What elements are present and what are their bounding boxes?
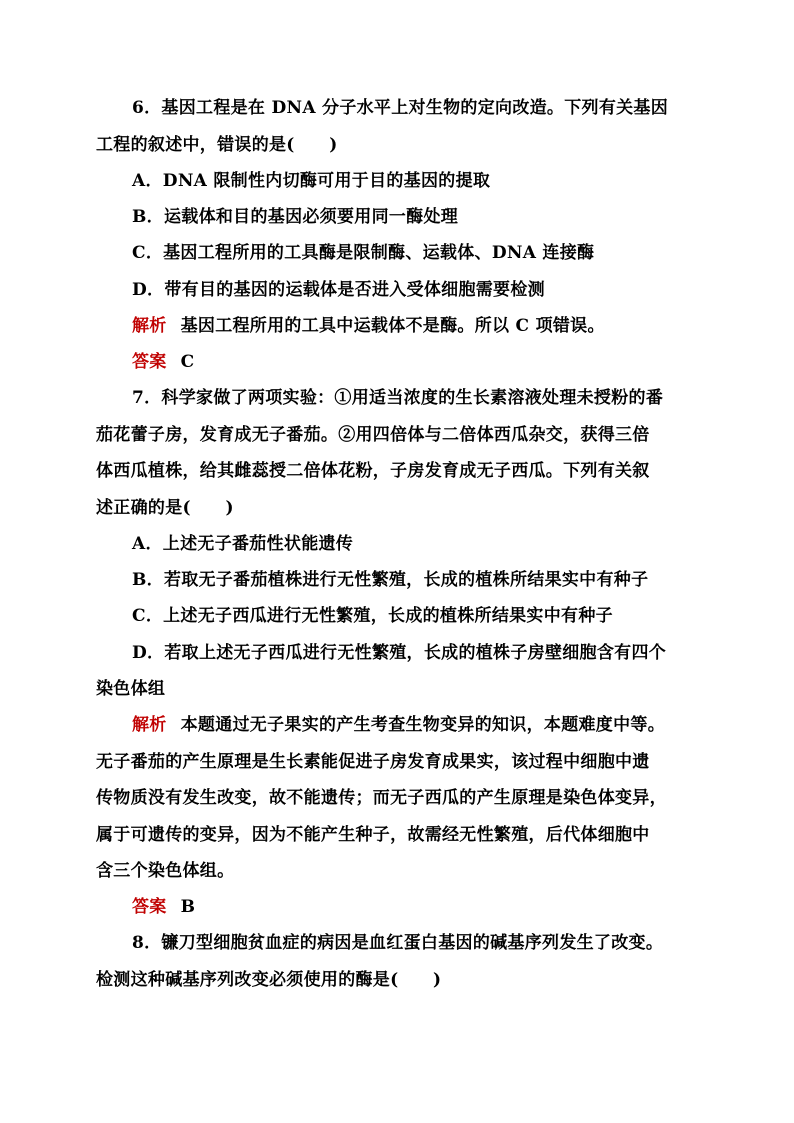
q7-analysis-line-3: 传物质没有发生改变，故不能遗传；而无子西瓜的产生原理是染色体变异，: [96, 788, 667, 808]
q6-option-c: C．基因工程所用的工具酶是限制酶、运载体、DNA 连接酶: [132, 243, 595, 263]
q6-stem-line-2: 工程的叙述中，错误的是( ): [96, 135, 338, 155]
q8-stem-line-1: 8．镰刀型细胞贫血症的病因是血红蛋白基因的碱基序列发生了改变。: [132, 933, 664, 953]
q7-stem-line-1: 7．科学家做了两项实验：①用适当浓度的生长素溶液处理未授粉的番: [132, 388, 664, 408]
q6-option-d: D．带有目的基因的运载体是否进入受体细胞需要检测: [132, 280, 545, 300]
q7-option-d: D．若取上述无子西瓜进行无性繁殖，长成的植株子房壁细胞含有四个: [132, 643, 667, 663]
q7-option-d-cont: 染色体组: [96, 679, 166, 699]
q7-option-c: C．上述无子西瓜进行无性繁殖，长成的植株所结果实中有种子: [132, 606, 613, 626]
q7-analysis-line-1: [132, 714, 665, 736]
analysis-label: 解析: [132, 316, 167, 336]
q6-answer: [132, 351, 194, 373]
q7-analysis-line-5: 含三个染色体组。: [96, 861, 235, 881]
q6-stem-line-1: 6．基因工程是在 DNA 分子水平上对生物的定向改造。下列有关基因: [132, 98, 669, 118]
q7-stem-line-2: 茄花蕾子房，发育成无子番茄。②用四倍体与二倍体西瓜杂交，获得三倍: [96, 425, 650, 445]
analysis-label: 解析: [132, 715, 167, 735]
q8-stem-line-2: 检测这种碱基序列改变必须使用的酶是( ): [96, 970, 442, 990]
answer-label: 答案: [132, 897, 167, 917]
q6-option-a: A．DNA 限制性内切酶可用于目的基因的提取: [132, 171, 491, 191]
q7-stem-line-4: 述正确的是( ): [96, 498, 234, 518]
q7-analysis-text: 本题通过无子果实的产生考查生物变异的知识，本题难度中等。: [180, 715, 666, 735]
q6-option-b: B．运载体和目的基因必须要用同一酶处理: [132, 207, 459, 227]
q6-analysis-text: 基因工程所用的工具中运载体不是酶。所以 C 项错误。: [180, 316, 605, 336]
q7-analysis-line-2: 无子番茄的产生原理是生长素能促进子房发育成果实，该过程中细胞中遗: [96, 752, 650, 772]
q7-analysis-line-4: 属于可遗传的变异，因为不能产生种子，故需经无性繁殖，后代体细胞中: [96, 825, 650, 845]
answer-label: 答案: [132, 352, 167, 372]
q7-stem-line-3: 体西瓜植株，给其雌蕊授二倍体花粉，子房发育成无子西瓜。下列有关叙: [96, 461, 650, 481]
q7-option-b: B．若取无子番茄植株进行无性繁殖，长成的植株所结果实中有种子: [132, 570, 649, 590]
q7-option-a: A．上述无子番茄性状能遗传: [132, 534, 354, 554]
q7-answer-value: B: [180, 897, 196, 917]
q7-answer: [132, 896, 195, 918]
q6-analysis: [132, 315, 605, 337]
q6-answer-value: C: [180, 352, 195, 372]
